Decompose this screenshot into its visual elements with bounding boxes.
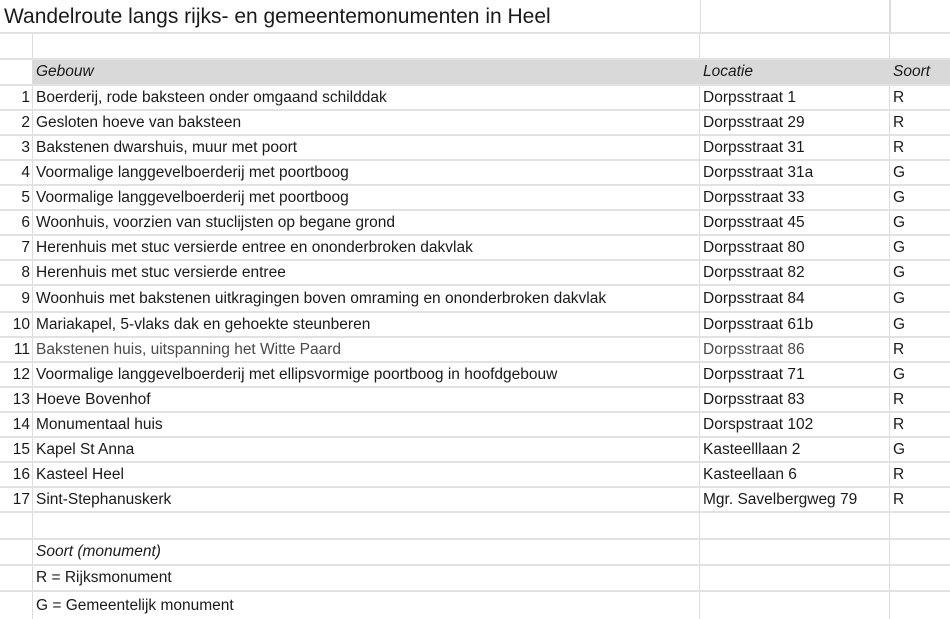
cell-b[interactable] [33, 34, 700, 58]
legend-item-rijksmonument[interactable]: R = Rijksmonument [33, 566, 700, 590]
cell-soort[interactable]: R [893, 113, 905, 131]
row-number[interactable]: 8 [0, 261, 33, 284]
cell-soort[interactable]: R [893, 415, 905, 433]
cell-soort[interactable]: G [893, 289, 906, 307]
cell-gebouw[interactable]: Boerderij, rode baksteen onder omgaand schilddak [33, 86, 700, 109]
legend-heading-row [0, 540, 950, 566]
table-row [0, 338, 950, 363]
cell-locatie[interactable]: Dorpsstraat 29 [700, 111, 890, 134]
row-number[interactable]: 2 [0, 111, 33, 134]
cell-a[interactable] [0, 60, 33, 84]
cell-locatie[interactable]: Dorpsstraat 61b [700, 313, 890, 336]
cell-soort[interactable]: R [893, 138, 905, 156]
cell-d[interactable] [890, 566, 950, 590]
blank-row [0, 34, 950, 60]
cell-soort[interactable]: G [893, 263, 906, 281]
row-number[interactable]: 12 [0, 363, 33, 386]
cell-c[interactable] [700, 34, 890, 58]
cell-locatie[interactable]: Dorpsstraat 1 [700, 86, 890, 109]
cell-locatie[interactable]: Dorspstraat 102 [700, 413, 890, 436]
cell-d[interactable] [890, 34, 950, 58]
legend-item-row [0, 566, 950, 592]
cell-a[interactable] [0, 540, 33, 564]
cell-soort[interactable]: R [893, 88, 905, 106]
row-number[interactable]: 3 [0, 136, 33, 159]
cell-soort[interactable]: G [893, 365, 906, 383]
blank-row [0, 513, 950, 540]
row-number[interactable]: 4 [0, 161, 33, 184]
table-row [0, 388, 950, 413]
table-row [0, 438, 950, 463]
table-row [0, 286, 950, 313]
row-number[interactable]: 16 [0, 463, 33, 486]
cell-gebouw[interactable]: Hoeve Bovenhof [33, 388, 700, 411]
cell-gebouw[interactable]: Bakstenen huis, uitspanning het Witte Paard [33, 338, 700, 361]
table-row [0, 261, 950, 286]
cell-c[interactable] [700, 566, 890, 590]
cell-gebouw[interactable]: Bakstenen dwarshuis, muur met poort [33, 136, 700, 159]
cell-soort[interactable]: R [893, 490, 905, 508]
cell-d[interactable] [890, 0, 950, 32]
row-number[interactable]: 1 [0, 86, 33, 109]
table-row [0, 463, 950, 488]
cell-gebouw[interactable]: Sint-Stephanuskerk [33, 488, 700, 511]
row-number[interactable]: 13 [0, 388, 33, 411]
cell-locatie[interactable]: Dorpsstraat 83 [700, 388, 890, 411]
cell-locatie[interactable]: Dorpsstraat 31a [700, 161, 890, 184]
cell-soort[interactable]: G [893, 213, 906, 231]
cell-locatie[interactable]: Dorpsstraat 71 [700, 363, 890, 386]
table-row [0, 313, 950, 338]
cell-c[interactable] [700, 0, 890, 32]
cell-gebouw[interactable]: Kasteel Heel [33, 463, 700, 486]
table-row [0, 111, 950, 136]
header-gebouw[interactable]: Gebouw [36, 63, 94, 80]
cell-a[interactable] [0, 592, 33, 619]
header-soort[interactable]: Soort [893, 63, 931, 80]
row-number[interactable]: 7 [0, 236, 33, 259]
cell-a[interactable] [0, 513, 33, 538]
legend-item-row [0, 592, 950, 619]
page-title: Wandelroute langs rijks- en gemeentemonumenten in Heel [4, 5, 551, 28]
cell-d[interactable] [890, 592, 950, 619]
cell-gebouw[interactable]: Voormalige langgevelboerderij met ellipsvormige poortboog in hoofdgebouw [33, 363, 700, 386]
cell-soort[interactable]: R [893, 340, 905, 358]
cell-gebouw[interactable]: Gesloten hoeve van baksteen [33, 111, 700, 134]
cell-gebouw[interactable]: Kapel St Anna [33, 438, 700, 461]
table-row [0, 136, 950, 161]
cell-gebouw[interactable]: Herenhuis met stuc versierde entree en ononderbroken dakvlak [33, 236, 700, 259]
table-row [0, 236, 950, 261]
cell-locatie[interactable]: Dorpsstraat 45 [700, 211, 890, 234]
table-header-row [0, 60, 950, 86]
cell-locatie[interactable]: Mgr. Savelbergweg 79 [700, 488, 890, 511]
cell-locatie[interactable]: Dorpsstraat 33 [700, 186, 890, 209]
cell-gebouw[interactable]: Herenhuis met stuc versierde entree [33, 261, 700, 284]
row-number[interactable]: 5 [0, 186, 33, 209]
cell-locatie[interactable]: Dorpsstraat 86 [700, 338, 890, 361]
cell-locatie[interactable]: Dorpsstraat 82 [700, 261, 890, 284]
cell-soort[interactable]: G [893, 440, 906, 458]
cell-locatie[interactable]: Dorpsstraat 31 [700, 136, 890, 159]
row-number[interactable]: 11 [0, 338, 33, 361]
cell-soort[interactable]: G [893, 188, 906, 206]
cell-gebouw[interactable]: Monumentaal huis [33, 413, 700, 436]
row-number[interactable]: 9 [0, 286, 33, 311]
cell-a[interactable] [0, 34, 33, 58]
title-row [0, 0, 950, 34]
cell-soort[interactable]: R [893, 390, 905, 408]
cell-gebouw[interactable]: Voormalige langgevelboerderij met poortboog [33, 186, 700, 209]
cell-locatie[interactable]: Kasteelllaan 2 [700, 438, 890, 461]
cell-locatie[interactable]: Dorpsstraat 84 [700, 286, 890, 311]
cell-gebouw[interactable]: Woonhuis, voorzien van stuclijsten op begane grond [33, 211, 700, 234]
cell-soort[interactable]: G [893, 163, 906, 181]
table-row [0, 488, 950, 513]
cell-c[interactable] [700, 513, 890, 538]
cell-locatie[interactable]: Dorpsstraat 80 [700, 236, 890, 259]
table-row [0, 413, 950, 438]
row-number[interactable]: 17 [0, 488, 33, 511]
cell-c[interactable] [700, 540, 890, 564]
cell-locatie[interactable]: Kasteellaan 6 [700, 463, 890, 486]
row-number[interactable]: 14 [0, 413, 33, 436]
cell-gebouw[interactable]: Mariakapel, 5-vlaks dak en gehoekte steunberen [33, 313, 700, 336]
legend-item-gemeentelijk[interactable]: G = Gemeentelijk monument [33, 592, 700, 619]
row-number[interactable]: 10 [0, 313, 33, 336]
table-row [0, 186, 950, 211]
cell-c[interactable] [700, 592, 890, 619]
cell-gebouw[interactable]: Woonhuis met bakstenen uitkragingen boven omraming en ononderbroken dakvlak [33, 286, 700, 311]
cell-d[interactable] [890, 513, 950, 538]
cell-gebouw[interactable]: Voormalige langgevelboerderij met poortboog [33, 161, 700, 184]
row-number[interactable]: 6 [0, 211, 33, 234]
table-row [0, 363, 950, 388]
table-row [0, 211, 950, 236]
table-row [0, 161, 950, 186]
cell-b[interactable] [33, 513, 700, 538]
cell-d[interactable] [890, 540, 950, 564]
header-locatie[interactable]: Locatie [703, 63, 753, 80]
cell-soort[interactable]: R [893, 465, 905, 483]
cell-soort[interactable]: G [893, 238, 906, 256]
legend-heading[interactable]: Soort (monument) [33, 540, 700, 564]
cell-a[interactable] [0, 566, 33, 590]
cell-soort[interactable]: G [893, 315, 906, 333]
row-number[interactable]: 15 [0, 438, 33, 461]
table-row [0, 86, 950, 111]
